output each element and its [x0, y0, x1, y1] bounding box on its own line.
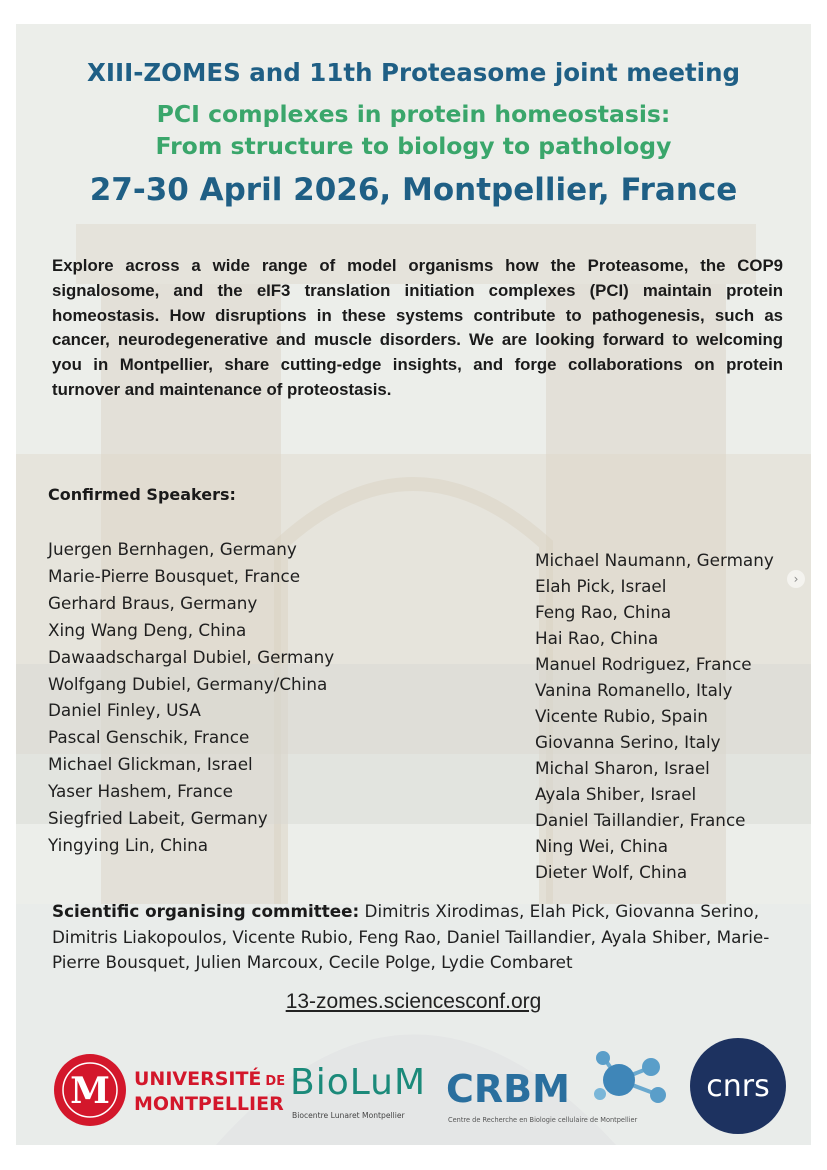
universite-montpellier-logo	[52, 1050, 286, 1130]
um-name-line2: MONTPELLIER	[134, 1093, 284, 1115]
event-subtitle-line2: From structure to biology to pathology	[155, 132, 672, 160]
speaker-item: Yingying Lin, China	[48, 834, 209, 855]
speaker-item: Michal Sharon, Israel	[535, 758, 710, 778]
carousel-next-icon[interactable]: ›	[787, 570, 805, 588]
speakers-heading: Confirmed Speakers:	[48, 485, 236, 504]
biolum-tagline: Biocentre Lunaret Montpellier	[292, 1111, 405, 1120]
committee-members: Dimitris Xirodimas, Elah Pick, Giovanna Serino, Dimitris Liakopoulos, Vicente Rubio, Feng Rao, Daniel Taillandier, Ayala Shiber, Marie-Pierre Bousquet, Julien Marcoux, Cecile Polge, Lydie Combaret	[52, 901, 770, 973]
speaker-item: Michael Glickman, Israel	[48, 754, 253, 775]
speaker-item: Dawaadschargal Dubiel, Germany	[48, 646, 335, 667]
cnrs-wordmark: cnrs	[706, 1069, 770, 1104]
crbm-wordmark: CRBM	[446, 1067, 570, 1111]
speaker-item: Wolfgang Dubiel, Germany/China	[48, 673, 328, 694]
speaker-item: Yaser Hashem, France	[48, 781, 233, 802]
conference-url-row	[0, 990, 827, 1014]
speaker-item: Xing Wang Deng, China	[48, 619, 247, 640]
event-subtitle-line1: PCI complexes in protein homeostasis:	[156, 100, 671, 128]
speaker-item: Daniel Finley, USA	[48, 700, 201, 721]
committee-label: Scientific organising committee:	[52, 901, 360, 921]
crbm-tagline: Centre de Recherche en Biologie cellulaire de Montpellier	[448, 1116, 638, 1124]
crbm-logo	[444, 1050, 674, 1130]
cnrs-logo	[690, 1038, 786, 1134]
speaker-item: Giovanna Serino, Italy	[535, 732, 721, 752]
speaker-item: Feng Rao, China	[535, 602, 672, 622]
molecule-icon	[594, 1051, 666, 1103]
abstract-paragraph: Explore across a wide range of model organisms how the Proteasome, the COP9 signalosome, and the eIF3 translation initiation complexes (PCI) maintain protein homeostasis. How disruptions in these systems contribute to pathogenesis, such as cancer, neurodegenerative and muscle disorders. We are looking forward to welcoming you in Montpellier, share cutting-edge insights, and forge collaborations on protein turnover and maintenance of proteostasis.	[52, 256, 783, 399]
speaker-item: Hai Rao, China	[535, 628, 659, 648]
speaker-item: Dieter Wolf, China	[535, 862, 688, 882]
speakers-list-left	[48, 536, 334, 859]
speaker-item: Elah Pick, Israel	[535, 576, 667, 596]
speaker-item: Pascal Genschik, France	[48, 727, 250, 748]
speaker-item: Michael Naumann, Germany	[535, 550, 774, 570]
um-name-line1: UNIVERSITÉ DE	[134, 1068, 286, 1090]
speaker-item: Manuel Rodriguez, France	[535, 654, 752, 674]
speakers-list-right	[535, 547, 774, 885]
biolum-logo	[288, 1052, 428, 1128]
organising-committee	[52, 899, 772, 976]
speaker-item: Marie-Pierre Bousquet, France	[48, 565, 301, 586]
speaker-item: Gerhard Braus, Germany	[48, 592, 258, 613]
speaker-item: Vanina Romanello, Italy	[535, 680, 733, 700]
um-seal-letter: M	[70, 1070, 110, 1112]
speaker-item: Daniel Taillandier, France	[535, 810, 746, 830]
event-title: XIII-ZOMES and 11th Proteasome joint meeting	[86, 58, 741, 87]
speaker-item: Siegfried Labeit, Germany	[48, 808, 268, 829]
event-date-location: 27-30 April 2026, Montpellier, France	[89, 172, 738, 208]
speaker-item: Ning Wei, China	[535, 836, 669, 856]
speaker-item: Vicente Rubio, Spain	[535, 706, 708, 726]
speaker-item: Ayala Shiber, Israel	[535, 784, 697, 804]
conference-url-link[interactable]: 13-zomes.sciencesconf.org	[285, 990, 542, 1013]
biolum-wordmark: BioLuM	[290, 1062, 427, 1103]
speaker-item: Juergen Bernhagen, Germany	[48, 539, 297, 559]
